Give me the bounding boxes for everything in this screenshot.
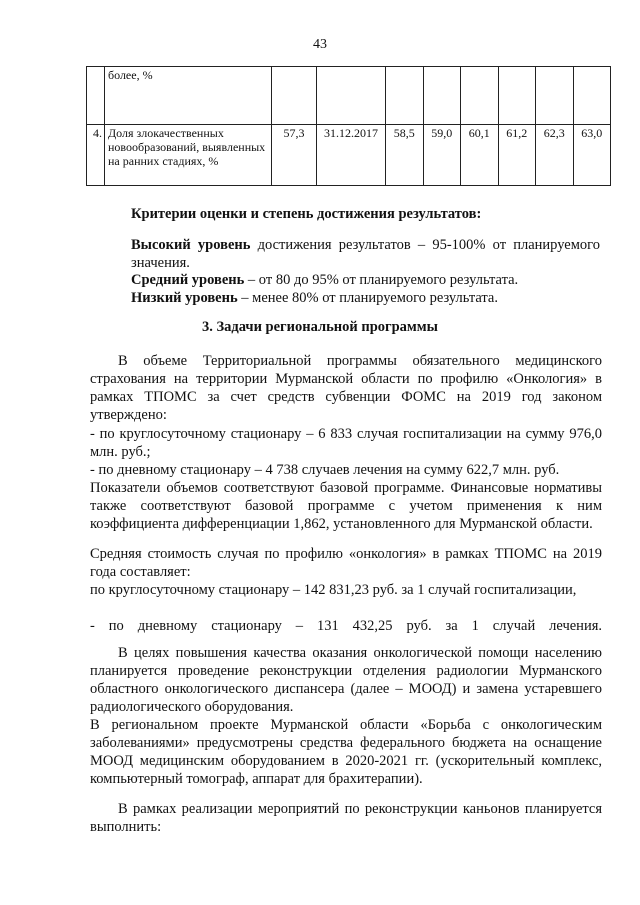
- criteria-medium: [90, 271, 600, 289]
- value-2023: 62,3: [536, 125, 574, 186]
- paragraph-6: по круглосуточному стационару – 142 831,23 руб. за 1 случай госпитализации,: [90, 582, 577, 598]
- criteria-heading: Критерии оценки и степень достижения результатов:: [131, 206, 482, 222]
- criteria-low: [90, 289, 600, 307]
- paragraph-7: - по дневному стационару – 131 432,25 руб. за 1 случай лечения.: [90, 618, 602, 634]
- section-title: 3. Задачи региональной программы: [201, 319, 438, 335]
- paragraph-10: В рамках реализации мероприятий по реконструкции каньонов планируется выполнить:: [90, 801, 602, 835]
- baseline-value: [272, 67, 317, 125]
- medium-level-label: Средний уровень: [131, 272, 245, 288]
- value-2021: 60,1: [461, 125, 499, 186]
- indicator-name: Доля злокачественных новообразований, выявленных на ранних стадиях, %: [105, 125, 272, 186]
- table-row: [87, 125, 611, 186]
- paragraph-3: - по дневному стационару – 4 738 случаев лечения на сумму 622,7 млн. руб.: [90, 462, 560, 478]
- indicator-name: более, %: [105, 67, 272, 125]
- page-number: 43: [313, 37, 327, 52]
- paragraph-8: В целях повышения качества оказания онкологической помощи населению планируется проведение реконструкции отделения радиологии Мурманского областного онкологического диспансера (далее – МООД) и замена устаревшего радиологического оборудования.: [90, 645, 602, 715]
- high-level-text: достижения результатов – 95-100% от планируемого значения.: [131, 237, 600, 271]
- value-2019: 58,5: [386, 125, 424, 186]
- value-2022: 61,2: [498, 125, 536, 186]
- high-level-label: Высокий уровень: [131, 237, 251, 253]
- table-row: [87, 67, 611, 125]
- value-2020: [423, 67, 461, 125]
- medium-level-text: – от 80 до 95% от планируемого результата.: [244, 272, 519, 288]
- value-2024: 63,0: [573, 125, 611, 186]
- criteria-high: [90, 236, 600, 272]
- paragraph-2: - по круглосуточному стационару – 6 833 случая госпитализации на сумму 976,0 млн. руб.;: [90, 426, 602, 460]
- paragraph-1: В объеме Территориальной программы обязательного медицинского страхования на территории Мурманской области по профилю «Онкология» в рамках ТПОМС за счет средств субвенции ФОМС на 2019 год законом утверждено:: [90, 353, 602, 423]
- value-2022: [498, 67, 536, 125]
- low-level-label: Низкий уровень: [131, 290, 238, 306]
- baseline-date: [317, 67, 386, 125]
- baseline-value: 57,3: [272, 125, 317, 186]
- value-2020: 59,0: [423, 125, 461, 186]
- low-level-text: – менее 80% от планируемого результата.: [237, 290, 498, 306]
- value-2024: [573, 67, 611, 125]
- baseline-date: 31.12.2017: [317, 125, 386, 186]
- row-number: 4.: [87, 125, 105, 186]
- paragraph-4: Показатели объемов соответствуют базовой программе. Финансовые нормативы также соответствуют базовой программе с учетом применения к ним коэффициента дифференциации 1,862, установленного для Мурманской области.: [90, 480, 602, 532]
- indicators-table: [86, 66, 611, 186]
- row-number: [87, 67, 105, 125]
- value-2019: [386, 67, 424, 125]
- value-2023: [536, 67, 574, 125]
- value-2021: [461, 67, 499, 125]
- paragraph-9: В региональном проекте Мурманской области «Борьба с онкологическим заболеваниями» предусмотрены средства федерального бюджета на оснащение МООД медицинским оборудованием в 2020-2021 гг. (ускорительный комплекс, компьютерный томограф, аппарат для брахитерапии).: [90, 717, 602, 787]
- paragraph-5: Средняя стоимость случая по профилю «онкология» в рамках ТПОМС на 2019 года составляет:: [90, 546, 602, 580]
